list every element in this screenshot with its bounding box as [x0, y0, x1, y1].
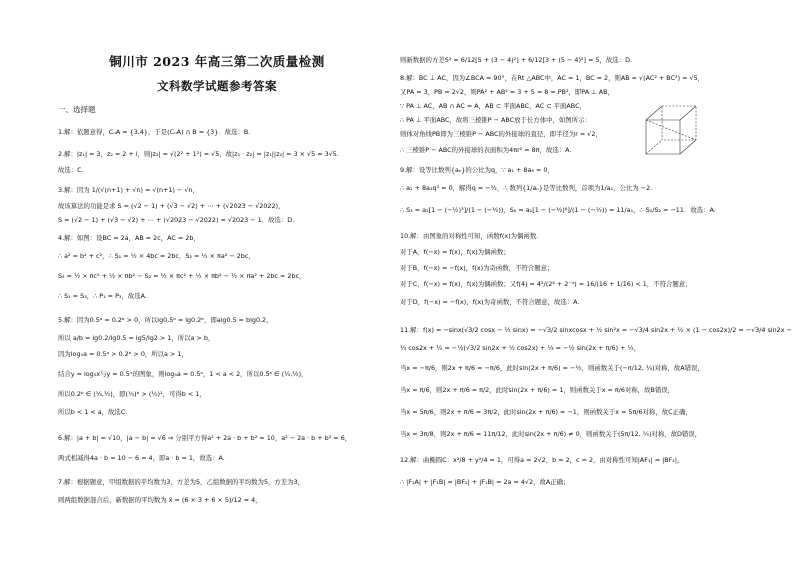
left-line: 6.解：|a + b| = √10，|a − b| = √6 ⇒ 分别平方得a² + 2a · b + b² = 10，a² − 2a · b + b² = 6， [58, 434, 352, 442]
right-line: ∴ 三棱锥P − ABC的外接球的表面积为4πr² = 8π，故选：A. [400, 146, 572, 154]
right-line: 12.解：曲椭圆C：x²/8 + y²/4 = 1，可得a = 2√2，b = 2，c = 2，由对称性可知|AF₁| = |BF₂|， [400, 456, 684, 464]
left-line: ∴ S₁ = S₃，∴ P₁ = P₃，故选A. [58, 292, 147, 300]
right-line: ¼ cos2x + ¼ = −½(√3/2 sin2x + ½ cos2x) + ¼ = −½ sin(2x + π/6) + ¼， [400, 344, 641, 352]
right-line: 9.解：设等比数列{aₙ}的公比为q，∵ a₁ + 8a₄ = 0， [400, 166, 554, 174]
right-line: 当x = 5π/6，则2x + π/6 = 3π/2，此时sin(2x + π/6) = −1，则函数关于x = 5π/6对称，故C正确， [400, 408, 692, 416]
doc-subtitle: 文科数学试题参考答案 [157, 79, 277, 93]
left-line: 3.解：因为 1/(√(n+1) + √n) = √(n+1) − √n， [58, 186, 199, 194]
right-line: 则新数据的方差S² = 6/12[5 + (3 − 4)²] + 6/12[3 + (5 − 4)²] = 5，故选：D. [400, 56, 633, 64]
left-line: 1.解：依题意得，CᵤA = {3,4}，于是(CᵤA) ∩ B = {3}．故选：B. [58, 128, 251, 136]
left-line: 5.解：因为0.5ᵃ = 0.2ᵇ > 0，所以lg0.5ᵃ = lg0.2ᵇ，即alg0.5 = blg0.2， [58, 316, 273, 324]
right-line: ∵ PA ⊥ AC，AB ∩ AC = A，AB ⊂ 平面ABC，AC ⊂ 平面ABC， [400, 102, 586, 110]
left-line: 故选：C. [58, 166, 84, 174]
right-line: 10.解：由图象的对称性可知，函数f(x)为偶函数. [400, 232, 539, 240]
right-line: 又PA = 3，PB = 2√2，则PA² + AB² = 3 + 5 = 8 = PB²，即PA ⊥ AB， [400, 88, 614, 96]
right-line: 当x = 3π/8，则2x + π/6 = 11π/12，此时sin(2x + π/6) ≠ 0，则函数关于(5π/12, ¼)对称，故D错误， [400, 430, 702, 438]
right-line: ∴ PA ⊥ 平面ABC，故将三棱锥P − ABC放于长方体中，如图所示： [400, 116, 591, 124]
right-line: 则体对角线PB即为三棱锥P − ABC的外接球的直径，即半径为r = √2， [400, 130, 602, 138]
left-line: 结合y = log₅x与y = 0.5ˣ的图象，则log₅a = 0.5ᵃ，1 < a < 2，所以0.5ᵃ ∈ (¼,½)， [58, 370, 308, 378]
left-line: 7.解：根据题意，甲组数据的平均数为3，方差为5，乙组数据的平均数为5，方差为3， [58, 478, 305, 486]
left-line: S = (√2 − 1) + (√3 − √2) + ⋯ + (√2023 − √2022) = √2023 − 1．故选：D. [58, 216, 295, 224]
left-column [58, 0, 376, 562]
right-line: 当x = −π/6，则2x + π/6 = −π/6，此时sin(2x + π/6) = −½，则函数关于(−π/12, ¼)对称，故A错误， [400, 364, 704, 372]
doc-title: 铜川市 2023 年高三第二次质量检测 [109, 54, 325, 69]
left-line: 4.解：如图：设BC = 2a，AB = 2c，AC = 2b， [58, 234, 200, 242]
left-line: 所以0.2ᵇ ∈ (¼,½)，即(⅕)ᵇ > (⅕)¹，可得b < 1， [58, 390, 206, 398]
right-line: 对于D，f(−x) = −f(x)，f(x)为奇函数，不符合题意，故选：A. [400, 298, 580, 306]
right-line: ∴ S₃ = a₁[1 − (−½)³]/(1 − (−½))，S₆ = a₁[1 − (−½)⁶]/(1 − (−½)) = 11/a₁，∴ S₅/S₂ = −11．故选：A. [400, 206, 716, 214]
cuboid-figure [640, 100, 704, 160]
left-line: ∴ a² = b² + c²，∴ S₁ = ½ × 4bc = 2bc，S₂ = ½ × πa² − 2bc， [58, 252, 255, 260]
left-line: 故该算法的功能是求 S = (√2 − 1) + (√3 − √2) + ⋯ + (√2023 − √2022)， [58, 202, 285, 210]
left-line: 2.解：|z₁| = 3，z₂ = 2 + i，则|z₂| = √(2² + 1²) = √5，故|z₁ · z₂| = |z₁||z₂| = 3 × √5 = 3√5. [58, 150, 339, 158]
right-line: 8.解：BC ⊥ AC，因为∠BCA = 90°，在Rt △ABC中，AC = 1，BC = 2，则AB = √(AC² + BC²) = √5， [400, 74, 705, 82]
right-line: ∴ |F₁A| + |F₁B| = |BF₂| + |F₁B| = 2a = 4√2，故A正确； [400, 478, 570, 486]
right-line: 当x = π/6，则2x + π/6 = π/2，此时sin(2x + π/6) = 1，则函数关于x = π/6对称，故B错误， [400, 386, 675, 394]
left-line: 两式相减得4a · b = 10 − 6 = 4，即a · b = 1，故选：A. [58, 454, 225, 462]
left-line: 则两组数据混合后，新数据的平均数为 x̄ = (6 × 3 + 6 × 5)/12 = 4， [58, 496, 262, 504]
right-column [400, 0, 792, 562]
right-line: 对于A，f(−x) = f(x)，f(x)为偶函数； [400, 248, 510, 256]
left-line: 所以 a/b = lg0.2/lg0.5 = lg5/lg2 > 1，所以a > b， [58, 334, 215, 342]
right-line: 11.解：f(x) = −sinx(√3/2 cosx − ½ sinx) = −√3/2 sinxcosx + ½ sin²x = −√3/4 sin2x + ½ × (1 − cos2x)/2 = −√3/4 sin2x − [400, 326, 792, 334]
right-line: 对于B，f(−x) = −f(x)，f(x)为奇函数，不符合题意； [400, 264, 554, 272]
left-line: S₃ = ½ × πc² + ½ × πb² − S₂ = ½ × πc² + ½ × πb² − ½ × πa² + 2bc = 2bc， [58, 272, 306, 280]
left-line: 因为log₅a = 0.5ᵃ > 0.2ᵇ > 0，所以a > 1， [58, 350, 188, 358]
left-line: 所以b < 1 < a，故选C. [58, 408, 128, 416]
section-heading: 一、选择题 [58, 105, 96, 114]
right-line: 对于C，f(−x) = f(x)，f(x)为偶函数；又f(4) = 4²/(2⁴ + 2⁻⁴) = 16/(16 + 1/16) < 1，不符合题意； [400, 280, 692, 288]
right-line: ∴ a₁ + 8a₁q³ = 0，解得q = −½，∴ 数列{1/aₙ}是等比数列，首项为1/a₁，公比为 −2. [400, 184, 653, 192]
